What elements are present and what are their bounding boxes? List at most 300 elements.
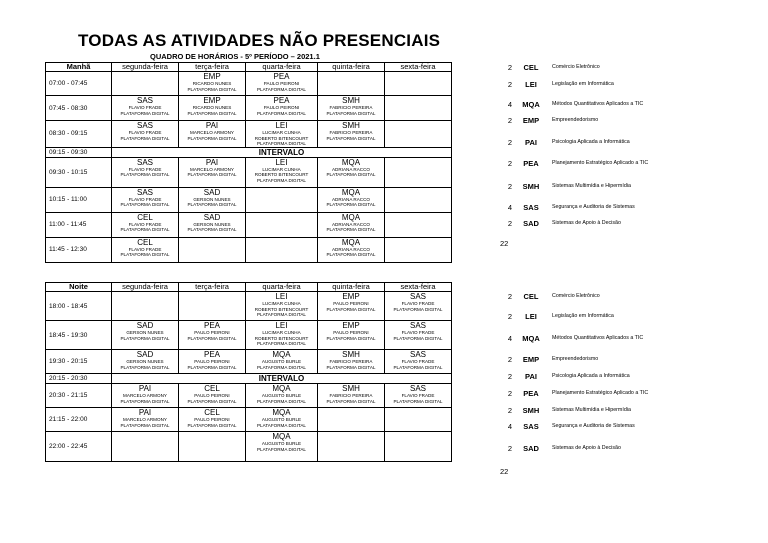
table-row [46, 72, 452, 96]
class-cell [318, 187, 385, 212]
legend-name: Sistemas de Apoio à Decisão [552, 220, 621, 226]
platform-label: PLATAFORMA DIGITAL [120, 172, 170, 178]
professor-name: AUGUSTO BURLE [261, 359, 302, 364]
professor-name: FABRICIO PEREIRA [329, 105, 373, 110]
course-code: EMP [203, 72, 221, 81]
day-header: quarta-feira [246, 283, 318, 292]
class-cell [318, 212, 385, 237]
platform-label: PLATAFORMA DIGITAL [326, 202, 376, 208]
professor-name: PAULO PEIRONI [194, 417, 230, 422]
legend-credits: 4 [507, 203, 512, 212]
table-row [46, 187, 452, 212]
course-code: LEI [275, 157, 288, 167]
legend-credits: 2 [507, 138, 512, 147]
empty-cell [179, 292, 246, 321]
legend-name: Segurança e Auditoria de Sistemas [552, 204, 635, 210]
legend-item [500, 334, 760, 346]
course-code: SMH [342, 350, 360, 359]
legend-item [500, 80, 760, 92]
legend-item [500, 406, 760, 418]
class-cell [318, 96, 385, 121]
professor-name: FLAVIO FRADE [401, 330, 435, 335]
legend-item [500, 100, 760, 112]
platform-label: PLATAFORMA DIGITAL [187, 335, 237, 341]
legend-name: Psicologia Aplicada a Informática [552, 139, 630, 145]
course-code: SMH [342, 121, 360, 130]
class-cell [112, 212, 179, 237]
legend-credits: 2 [507, 389, 512, 398]
legend-item [500, 312, 760, 324]
course-code: SAD [136, 350, 154, 359]
professor-name: FLAVIO FRADE [128, 105, 162, 110]
course-code: PEA [203, 350, 220, 359]
class-cell [179, 408, 246, 432]
course-code: SAS [409, 384, 426, 393]
day-header: segunda-feira [112, 63, 179, 72]
legend-credits: 2 [507, 372, 512, 381]
professor-name: ROBERTO BITENCOURT [254, 172, 309, 178]
shift-label: Manhã [46, 63, 112, 72]
legend-code: SAD [523, 444, 539, 453]
time-slot: 11:00 - 11:45 [46, 212, 112, 237]
empty-cell [385, 72, 452, 96]
platform-label: PLATAFORMA DIGITAL [326, 110, 376, 116]
course-code: SAS [409, 292, 426, 301]
course-code: PEA [273, 72, 290, 81]
legend-name: Legislação em Informática [552, 81, 614, 87]
class-cell [179, 350, 246, 374]
legend-item [500, 159, 760, 171]
course-code: MQA [341, 237, 361, 247]
platform-label: PLATAFORMA DIGITAL [393, 398, 443, 404]
professor-name: LUCIMAR CUNHA [262, 330, 301, 335]
empty-cell [385, 432, 452, 462]
class-cell [179, 121, 246, 148]
table-row [46, 157, 452, 187]
platform-label: PLATAFORMA DIGITAL [187, 364, 237, 370]
day-header: sexta-feira [385, 283, 452, 292]
platform-label: PLATAFORMA DIGITAL [256, 141, 306, 147]
legend-code: EMP [522, 355, 540, 364]
professor-name: PAULO PEIRONI [194, 359, 230, 364]
legend-item [500, 292, 760, 304]
time-slot: 10:15 - 11:00 [46, 187, 112, 212]
legend-code: MQA [522, 334, 540, 343]
professor-name: MARCELO ARMONY [123, 393, 167, 398]
legend-item [500, 138, 760, 150]
professor-name: GERSON NUNES [193, 196, 231, 202]
interval-label: INTERVALO [112, 374, 452, 384]
empty-cell [318, 432, 385, 462]
platform-label: PLATAFORMA DIGITAL [187, 227, 237, 233]
legend-item [500, 389, 760, 401]
platform-label: PLATAFORMA DIGITAL [256, 341, 306, 347]
course-code: MQA [272, 408, 291, 417]
course-code: SAD [203, 212, 221, 222]
table-row [46, 350, 452, 374]
legend-credits: 2 [507, 292, 512, 301]
time-slot: 11:45 - 12:30 [46, 237, 112, 262]
class-cell [246, 72, 318, 96]
professor-name: PAULO PEIRONI [194, 330, 230, 335]
legend-code: PEA [523, 389, 539, 398]
legend-code: PAI [525, 138, 537, 147]
course-code: MQA [272, 432, 291, 441]
platform-label: PLATAFORMA DIGITAL [326, 306, 376, 312]
time-slot: 19:30 - 20:15 [46, 350, 112, 374]
professor-name: GERSON NUNES [126, 359, 164, 364]
table-row [46, 96, 452, 121]
legend-code: SAD [523, 219, 539, 228]
platform-label: PLATAFORMA DIGITAL [326, 135, 376, 141]
legend-name: Comércio Eletrônico [552, 64, 600, 70]
time-slot: 09:30 - 10:15 [46, 157, 112, 187]
table-row [46, 121, 452, 148]
legend-item [500, 372, 760, 384]
empty-cell [246, 237, 318, 262]
platform-label: PLATAFORMA DIGITAL [256, 364, 306, 370]
course-code: SAD [203, 187, 221, 197]
legend-credits: 2 [507, 406, 512, 415]
time-slot: 20:30 - 21:15 [46, 384, 112, 408]
page-subtitle: QUADRO DE HORÁRIOS - 5º PERÍODO – 2021.1 [150, 52, 320, 61]
legend-code: MQA [522, 100, 540, 109]
class-cell [179, 157, 246, 187]
empty-cell [385, 187, 452, 212]
professor-name: ROBERTO BITENCOURT [254, 135, 309, 141]
legend-credits: 2 [507, 444, 512, 453]
empty-cell [179, 432, 246, 462]
professor-name: FLAVIO FRADE [128, 196, 162, 202]
course-code: LEI [275, 292, 288, 301]
platform-label: PLATAFORMA DIGITAL [326, 227, 376, 233]
legend-name: Sistemas Multimídia e Hipermídia [552, 407, 631, 413]
table-row [46, 321, 452, 350]
professor-name: AUGUSTO BURLE [261, 393, 302, 398]
time-slot: 21:15 - 22:00 [46, 408, 112, 432]
class-cell [112, 321, 179, 350]
platform-label: PLATAFORMA DIGITAL [256, 422, 306, 428]
professor-name: ADRIANA RACCO [331, 196, 371, 202]
legend-name: Métodos Quantitativos Aplicados a TIC [552, 101, 644, 107]
legend-item [500, 63, 760, 75]
professor-name: AUGUSTO BURLE [261, 417, 302, 422]
empty-cell [385, 157, 452, 187]
time-slot: 20:15 - 20:30 [46, 374, 112, 384]
course-code: SAS [136, 187, 153, 197]
legend-name: Sistemas Multimídia e Hipermídia [552, 183, 631, 189]
professor-name: FABRICIO PEREIRA [329, 359, 373, 364]
empty-cell [385, 121, 452, 148]
table-row [46, 237, 452, 262]
course-code: EMP [203, 96, 221, 105]
platform-label: PLATAFORMA DIGITAL [120, 398, 170, 404]
interval-label: INTERVALO [112, 147, 452, 157]
platform-label: PLATAFORMA DIGITAL [187, 172, 237, 178]
professor-name: ADRIANA RACCO [331, 221, 371, 227]
professor-name: LUCIMAR CUNHA [262, 130, 301, 135]
class-cell [246, 321, 318, 350]
class-cell [246, 157, 318, 187]
class-cell [246, 408, 318, 432]
class-cell [112, 187, 179, 212]
legend-code: EMP [522, 116, 540, 125]
legend-item [500, 182, 760, 194]
course-code: PAI [205, 121, 219, 130]
legend-item [500, 203, 760, 215]
professor-name: PAULO PEIRONI [263, 105, 300, 110]
course-code: SAD [136, 321, 154, 330]
legend-name: Comércio Eletrônico [552, 293, 600, 299]
day-header: quinta-feira [318, 63, 385, 72]
empty-cell [112, 432, 179, 462]
empty-cell [385, 212, 452, 237]
legend-item [500, 355, 760, 367]
platform-label: PLATAFORMA DIGITAL [326, 335, 376, 341]
platform-label: PLATAFORMA DIGITAL [326, 252, 376, 258]
table-header-row [46, 63, 452, 72]
time-slot: 08:30 - 09:15 [46, 121, 112, 148]
course-code: CEL [137, 237, 153, 247]
shift-label: Noite [46, 283, 112, 292]
class-cell [112, 350, 179, 374]
professor-name: PAULO PEIRONI [333, 330, 369, 335]
platform-label: PLATAFORMA DIGITAL [187, 202, 237, 208]
legend-name: Legislação em Informática [552, 313, 614, 319]
legend-code: CEL [523, 292, 539, 301]
legend-credits: 2 [507, 116, 512, 125]
course-code: EMP [342, 292, 360, 301]
course-code: PEA [273, 96, 290, 105]
platform-label: PLATAFORMA DIGITAL [187, 422, 237, 428]
course-code: CEL [204, 408, 220, 417]
legend-code: SAS [523, 422, 539, 431]
class-cell [179, 321, 246, 350]
course-code: SAS [409, 350, 426, 359]
platform-label: PLATAFORMA DIGITAL [256, 446, 306, 452]
class-cell [179, 187, 246, 212]
course-code: SAS [136, 157, 153, 167]
day-header: quarta-feira [246, 63, 318, 72]
legend-code: PEA [523, 159, 539, 168]
professor-name: RICARDO NUNES [192, 81, 232, 86]
professor-name: RICARDO NUNES [192, 105, 232, 110]
professor-name: FLAVIO FRADE [128, 246, 162, 252]
course-code: SAS [409, 321, 426, 330]
professor-name: GERSON NUNES [126, 330, 164, 335]
legend-credits: 4 [507, 422, 512, 431]
time-slot: 22:00 - 22:45 [46, 432, 112, 462]
class-cell [385, 321, 452, 350]
legend-code: SMH [522, 182, 540, 191]
class-cell [246, 96, 318, 121]
time-slot: 07:45 - 08:30 [46, 96, 112, 121]
platform-label: PLATAFORMA DIGITAL [120, 364, 170, 370]
course-code: MQA [341, 157, 361, 167]
professor-name: MARCELO ARMONY [123, 417, 167, 422]
professor-name: FLAVIO FRADE [401, 301, 435, 306]
professor-name: GERSON NUNES [193, 221, 231, 227]
course-code: MQA [272, 350, 291, 359]
professor-name: FLAVIO FRADE [128, 130, 162, 135]
platform-label: PLATAFORMA DIGITAL [120, 227, 170, 233]
interval-row [46, 374, 452, 384]
table-row [46, 432, 452, 462]
professor-name: ROBERTO BITENCOURT [254, 335, 309, 341]
legend-total: 22 [500, 467, 509, 476]
night-schedule-table [45, 282, 452, 462]
platform-label: PLATAFORMA DIGITAL [393, 306, 443, 312]
legend-code: PAI [525, 372, 537, 381]
legend-code: CEL [523, 63, 539, 72]
legend-name: Psicologia Aplicada a Informática [552, 373, 630, 379]
course-code: SAS [136, 121, 153, 130]
course-code: CEL [204, 384, 220, 393]
legend-name: Sistemas de Apoio à Decisão [552, 445, 621, 451]
empty-cell [385, 408, 452, 432]
platform-label: PLATAFORMA DIGITAL [187, 135, 237, 141]
class-cell [179, 96, 246, 121]
platform-label: PLATAFORMA DIGITAL [120, 422, 170, 428]
legend-name: Segurança e Auditoria de Sistemas [552, 423, 635, 429]
day-header: terça-feira [179, 283, 246, 292]
day-header: terça-feira [179, 63, 246, 72]
platform-label: PLATAFORMA DIGITAL [120, 110, 170, 116]
professor-name: FABRICIO PEREIRA [329, 130, 373, 135]
legend-code: SMH [522, 406, 540, 415]
course-code: SAS [136, 96, 153, 105]
legend-credits: 2 [507, 312, 512, 321]
class-cell [246, 350, 318, 374]
time-slot: 18:00 - 18:45 [46, 292, 112, 321]
legend-name: Planejamento Estratégico Aplicado a TIC [552, 160, 649, 166]
platform-label: PLATAFORMA DIGITAL [120, 202, 170, 208]
class-cell [318, 350, 385, 374]
class-cell [246, 121, 318, 148]
legend-credits: 2 [507, 219, 512, 228]
time-slot: 07:00 - 07:45 [46, 72, 112, 96]
legend-code: LEI [525, 312, 537, 321]
legend-code: SAS [523, 203, 539, 212]
platform-label: PLATAFORMA DIGITAL [326, 398, 376, 404]
class-cell [318, 237, 385, 262]
class-cell [318, 292, 385, 321]
legend-credits: 2 [507, 63, 512, 72]
course-code: MQA [272, 384, 291, 393]
course-code: SMH [342, 96, 360, 105]
class-cell [179, 72, 246, 96]
course-code: CEL [137, 212, 153, 222]
class-cell [112, 384, 179, 408]
class-cell [112, 237, 179, 262]
empty-cell [179, 237, 246, 262]
legend-item [500, 219, 760, 231]
empty-cell [318, 72, 385, 96]
legend-credits: 2 [507, 182, 512, 191]
time-slot: 09:15 - 09:30 [46, 147, 112, 157]
day-header: segunda-feira [112, 283, 179, 292]
professor-name: LUCIMAR CUNHA [262, 166, 301, 172]
table-row [46, 408, 452, 432]
legend-credits: 4 [507, 100, 512, 109]
platform-label: PLATAFORMA DIGITAL [393, 364, 443, 370]
interval-row [46, 147, 452, 157]
day-header: sexta-feira [385, 63, 452, 72]
professor-name: FLAVIO FRADE [401, 359, 435, 364]
course-code: PAI [138, 408, 152, 417]
professor-name: ADRIANA RACCO [331, 166, 371, 172]
legend-credits: 2 [507, 159, 512, 168]
class-cell [246, 384, 318, 408]
legend-code: LEI [525, 80, 537, 89]
professor-name: FLAVIO FRADE [401, 393, 435, 398]
time-slot: 18:45 - 19:30 [46, 321, 112, 350]
platform-label: PLATAFORMA DIGITAL [187, 110, 237, 116]
class-cell [179, 212, 246, 237]
platform-label: PLATAFORMA DIGITAL [326, 172, 376, 178]
legend-name: Planejamento Estratégico Aplicado a TIC [552, 390, 649, 396]
class-cell [112, 408, 179, 432]
legend-name: Empreendedorismo [552, 356, 599, 362]
table-row [46, 212, 452, 237]
class-cell [318, 321, 385, 350]
legend-credits: 2 [507, 80, 512, 89]
class-cell [318, 121, 385, 148]
course-code: LEI [275, 121, 288, 130]
professor-name: PAULO PEIRONI [263, 81, 300, 86]
professor-name: FLAVIO FRADE [128, 221, 162, 227]
morning-schedule-table [45, 62, 452, 263]
empty-cell [246, 187, 318, 212]
course-code: PAI [205, 157, 219, 167]
legend-item [500, 444, 760, 456]
class-cell [385, 350, 452, 374]
platform-label: PLATAFORMA DIGITAL [187, 86, 237, 92]
professor-name: FLAVIO FRADE [128, 166, 162, 172]
legend-name: Empreendedorismo [552, 117, 599, 123]
platform-label: PLATAFORMA DIGITAL [120, 135, 170, 141]
course-code: LEI [275, 321, 288, 330]
professor-name: PAULO PEIRONI [333, 301, 369, 306]
professor-name: AUGUSTO BURLE [261, 441, 302, 446]
empty-cell [246, 212, 318, 237]
platform-label: PLATAFORMA DIGITAL [256, 312, 306, 318]
course-code: SMH [342, 384, 360, 393]
empty-cell [318, 408, 385, 432]
platform-label: PLATAFORMA DIGITAL [256, 110, 306, 116]
professor-name: ROBERTO BITENCOURT [254, 306, 309, 312]
professor-name: PAULO PEIRONI [194, 393, 230, 398]
table-row [46, 384, 452, 408]
legend-total: 22 [500, 239, 509, 248]
class-cell [246, 292, 318, 321]
professor-name: ADRIANA RACCO [331, 246, 371, 252]
platform-label: PLATAFORMA DIGITAL [256, 177, 306, 183]
professor-name: FABRICIO PEREIRA [329, 393, 373, 398]
legend-credits: 4 [507, 334, 512, 343]
class-cell [112, 121, 179, 148]
empty-cell [112, 292, 179, 321]
platform-label: PLATAFORMA DIGITAL [326, 364, 376, 370]
platform-label: PLATAFORMA DIGITAL [120, 335, 170, 341]
class-cell [385, 384, 452, 408]
class-cell [246, 432, 318, 462]
platform-label: PLATAFORMA DIGITAL [393, 335, 443, 341]
professor-name: MARCELO ARMONY [190, 130, 234, 135]
empty-cell [385, 237, 452, 262]
class-cell [112, 96, 179, 121]
legend-credits: 2 [507, 355, 512, 364]
